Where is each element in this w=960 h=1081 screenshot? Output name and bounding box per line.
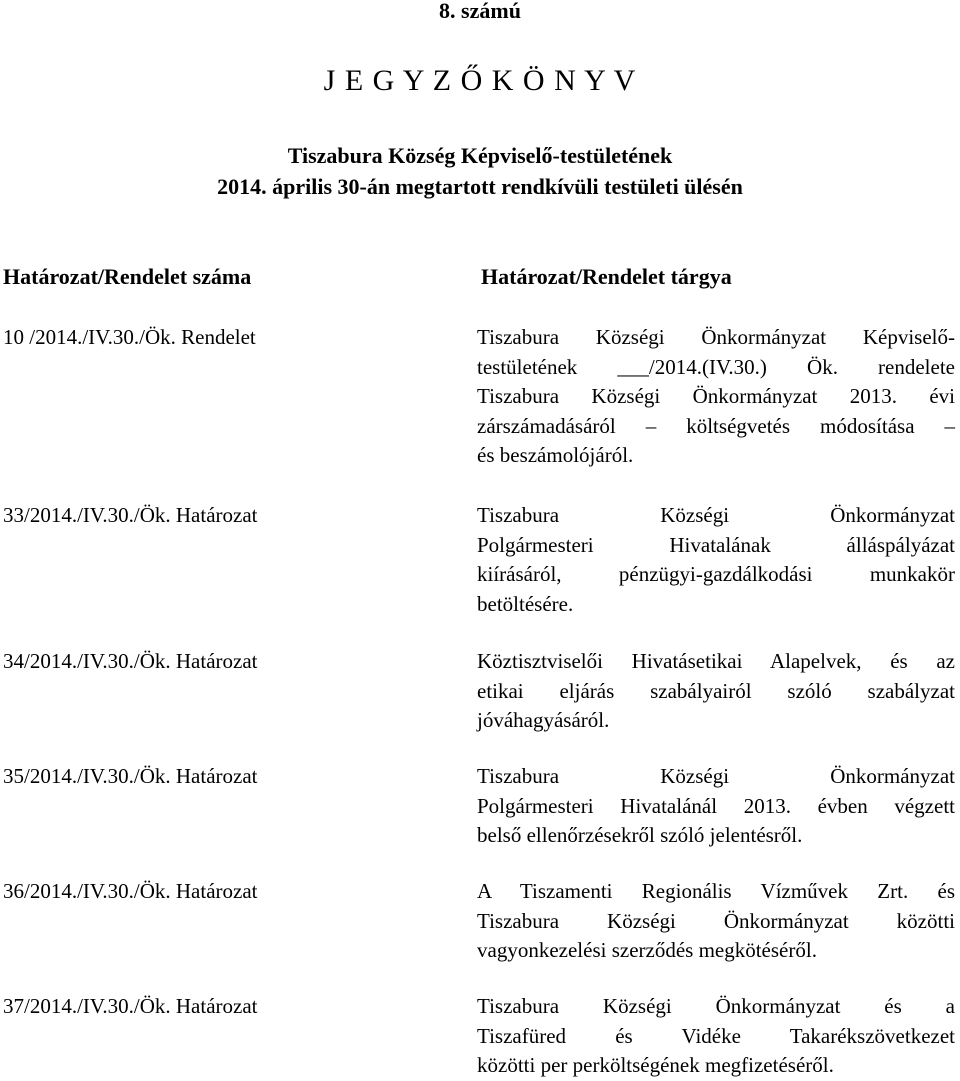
subject-line: A Tiszamenti Regionális Vízművek Zrt. és [477,879,955,903]
subject-line: betöltésére. [477,591,574,616]
subject-line: Tiszabura Községi Önkormányzat [477,764,955,788]
subject-line: Tiszafüred és Vidéke Takarékszövetkezet [477,1023,955,1048]
document-subtitle-body: Tiszabura Község Képviselő-testületének [287,143,673,168]
resolution-number: 34/2014./IV.30./Ök. Határozat [3,649,258,673]
column-header-subject: Határozat/Rendelet tárgya [481,264,732,289]
subject-line: Polgármesteri Hivatalának álláspályázat [477,532,955,557]
subject-line: zárszámadásáról – költségvetés módosítása – [477,413,955,438]
resolution-number: 35/2014./IV.30./Ök. Határozat [3,764,258,788]
subject-line: és beszámolójáról. [477,443,634,467]
resolution-subject [477,762,955,851]
resolution-subject [477,501,955,619]
subject-line: Tiszabura Községi Önkormányzat [477,503,955,527]
subject-line: Tiszabura Községi Önkormányzat 2013. évi [477,384,955,408]
subject-line: vagyonkezelési szerződés megkötéséről. [477,938,817,962]
resolution-subject [477,877,955,966]
issue-number: 8. számú [439,0,521,23]
subject-line: kiírásáról, pénzügyi-gazdálkodási munkakör [477,562,955,586]
subject-line: közötti per perköltségének megfizetéséről. [477,1053,834,1077]
subject-line: Polgármesteri Hivatalánál 2013. évben végzett [477,793,955,818]
column-header-number: Határozat/Rendelet száma [3,264,252,289]
subject-line: testületének ___/2014.(IV.30.) Ök. rendelete [477,354,955,379]
subject-line: Köztisztviselői Hivatásetikai Alapelvek, és az [477,649,955,673]
subject-line: belső ellenőrzésekről szóló jelentésről. [477,823,803,847]
subject-line: jóváhagyásáról. [477,708,610,732]
resolution-number: 36/2014./IV.30./Ök. Határozat [3,879,258,903]
subject-line: Tiszabura Községi Önkormányzat Képviselő- [477,325,955,349]
document-title: J E G Y Z Ő K Ö N Y V [323,64,637,97]
resolution-subject [477,992,955,1081]
resolution-number: 33/2014./IV.30./Ök. Határozat [3,503,258,527]
resolution-subject [477,323,955,471]
resolution-number: 10 /2014./IV.30./Ök. Rendelet [3,325,256,349]
subject-line: Tiszabura Községi Önkormányzat és a [477,994,955,1018]
resolution-subject [477,647,955,736]
subject-line: Tiszabura Községi Önkormányzat közötti [477,908,955,933]
resolution-number: 37/2014./IV.30./Ök. Határozat [3,994,258,1018]
document-subtitle-session: 2014. április 30-án megtartott rendkívüli testületi ülésén [217,174,743,199]
subject-line: etikai eljárás szabályairól szóló szabályzat [477,678,955,703]
